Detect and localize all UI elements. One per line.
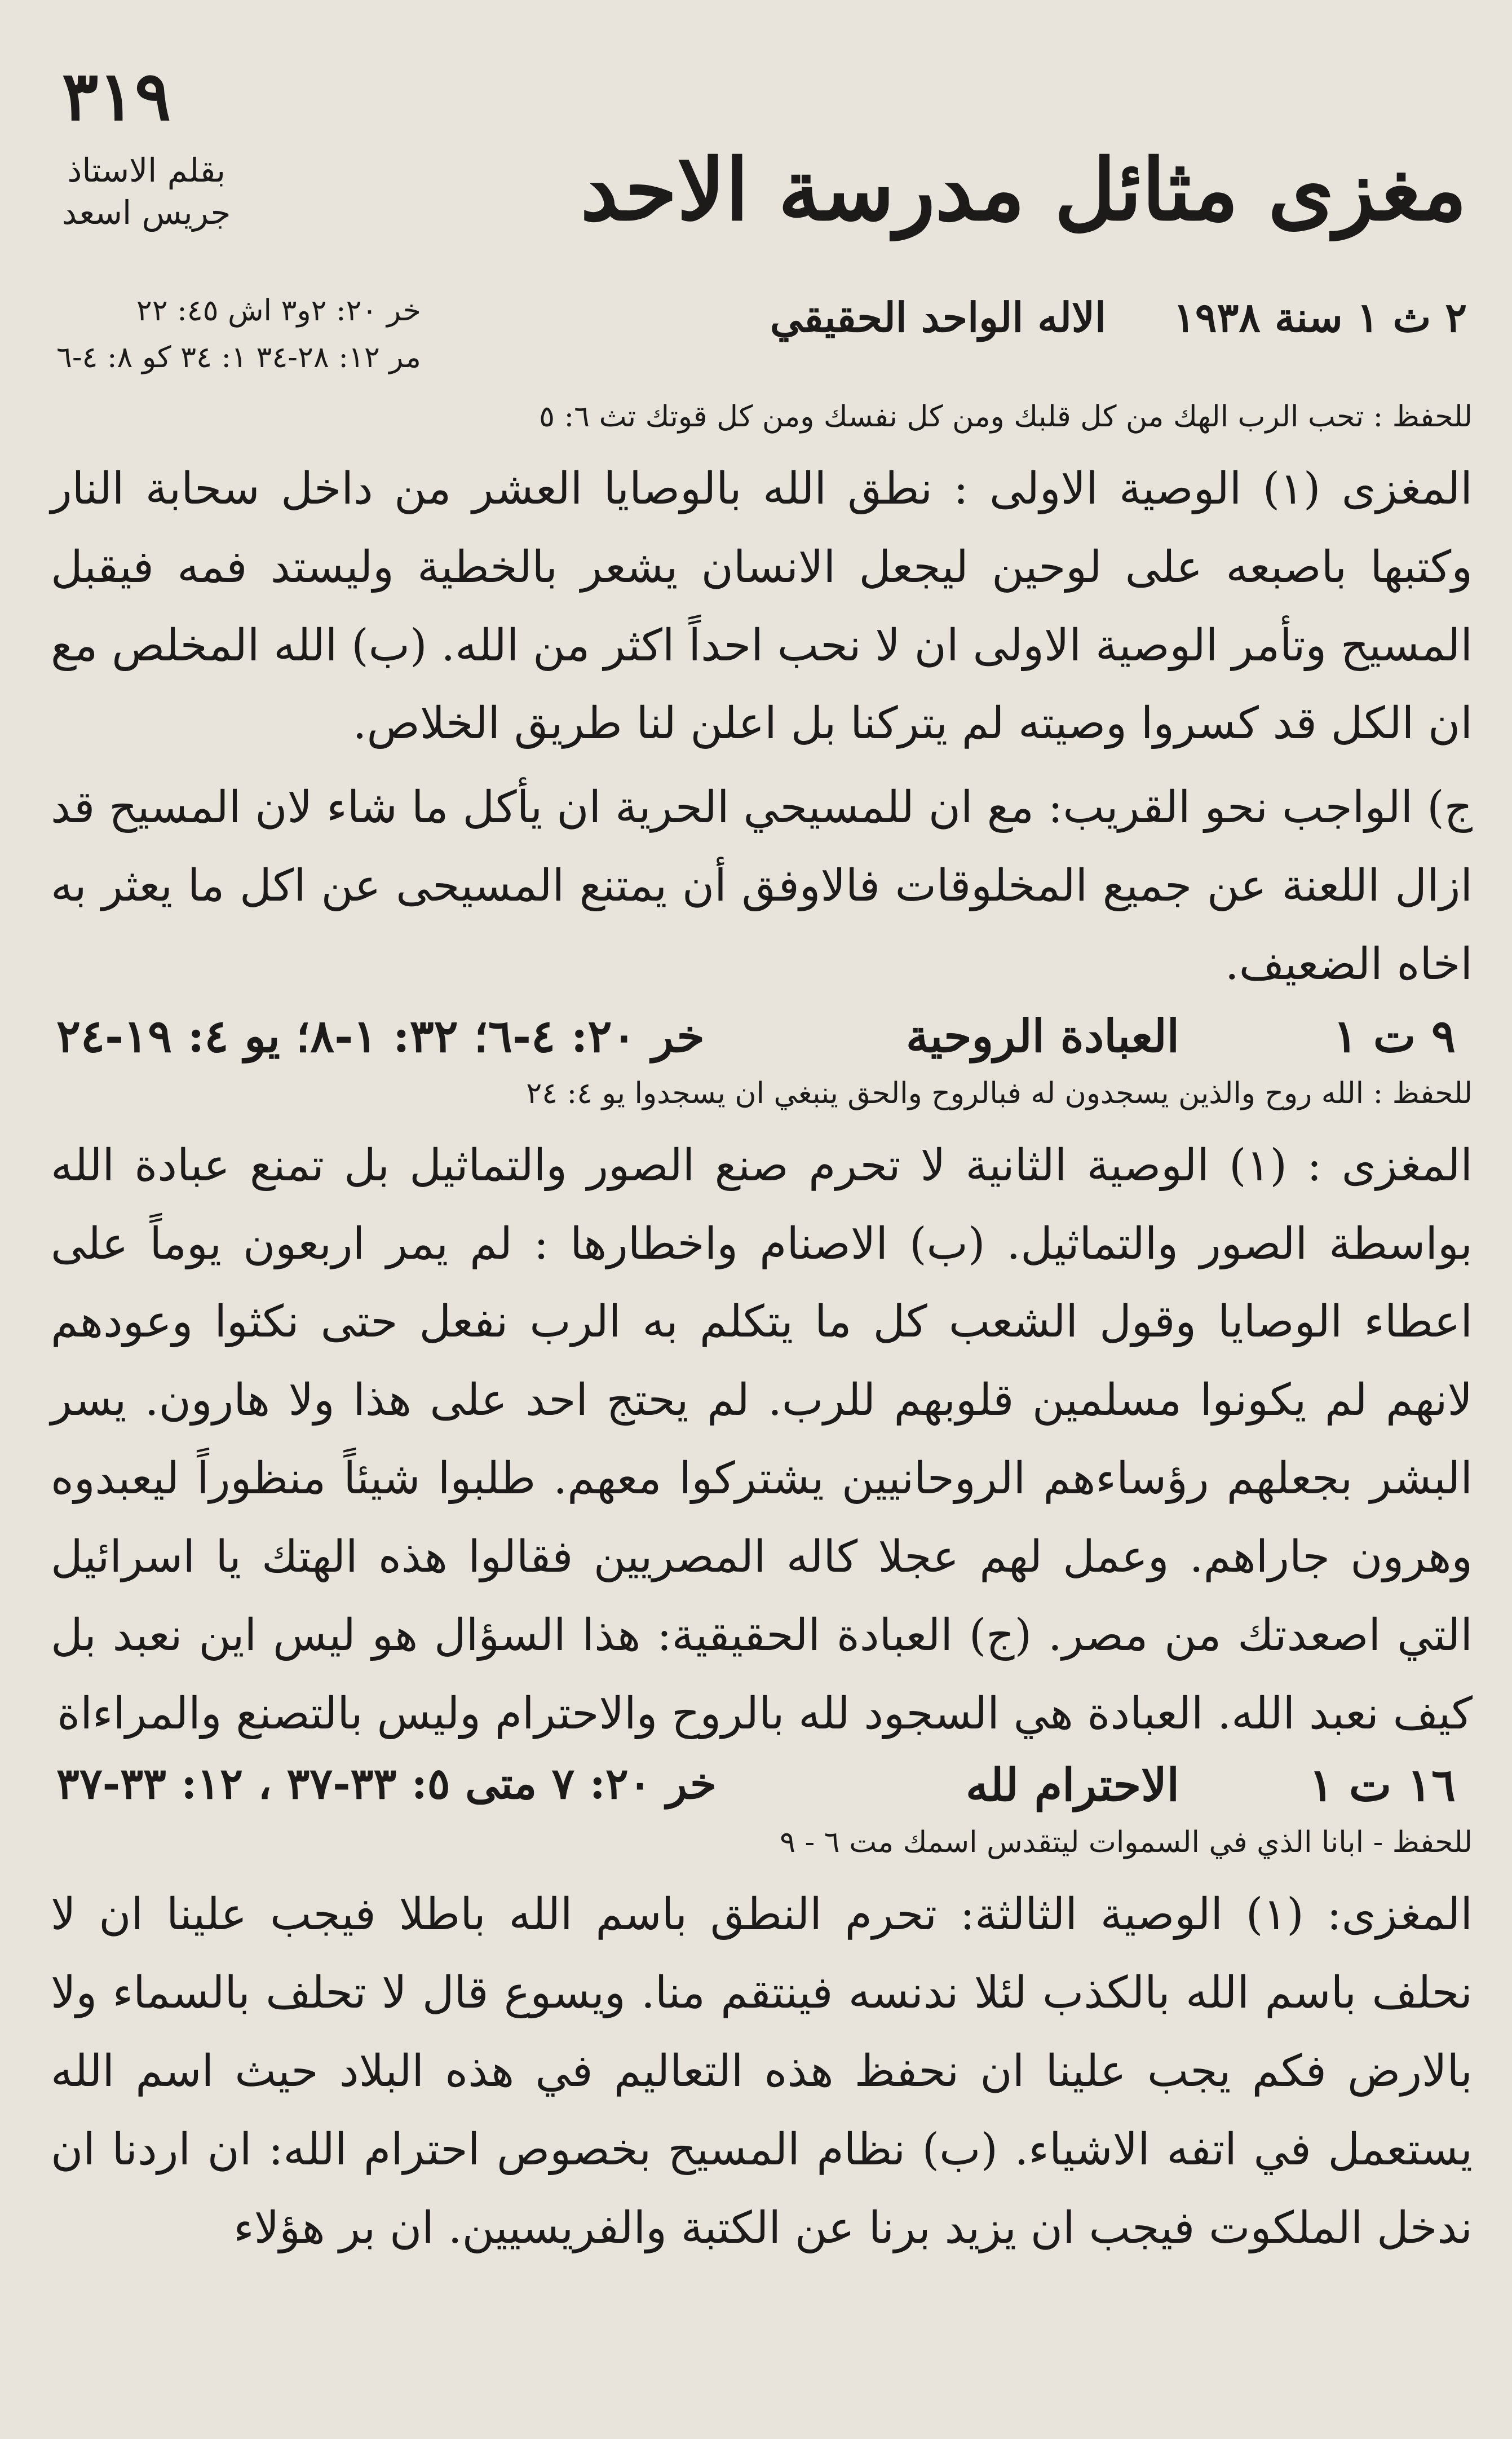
page-number: ٣١٩ xyxy=(62,56,171,136)
author-line-1: بقلم الاستاذ xyxy=(67,151,226,189)
lesson-2-heading xyxy=(51,1009,1473,1071)
lesson-3-paragraph-1: المغزى: (١) الوصية الثالثة: تحرم النطق باسم الله باطلا فيجب علينا ان لا نحلف باسم الله بالكذب لئلا ندنسه فينتقم منا. ويسوع قال لا تحلف بالسماء ولا بالارض فكم يجب علينا ان نحفظ هذه التعاليم في هذه البلاد حيث اسم الله يستعمل في اتفه الاشياء. (ب) نظام المسيح بخصوص احترام الله: ان اردنا ان ندخل الملكوت فيجب ان يزيد برنا عن الكتبة والفريسيين. ان بر هؤلاء xyxy=(51,1889,1473,2253)
lesson-1-paragraph-2: ج) الواجب نحو القريب: مع ان للمسيحي الحرية ان يأكل ما شاء لان المسيح قد ازال اللعنة عن جميع المخلوقات فالاوفق أن يمتنع المسيحى عن اكل ما يعثر به اخاه الضعيف. xyxy=(51,782,1473,990)
lesson-2-date: ٩ ت ١ xyxy=(1333,1009,1456,1062)
lesson-3-heading xyxy=(51,1758,1473,1820)
author-line-2: جريس اسعد xyxy=(62,193,231,232)
lesson-3-topic: الاحترام لله xyxy=(966,1758,1179,1812)
lesson-1-memory-verse: للحفظ : تحب الرب الهك من كل قلبك ومن كل نفسك ومن كل قوتك تث ٦: ٥ xyxy=(539,400,1473,434)
lesson-1-date: ٢ ث ١ سنة ١٩٣٨ xyxy=(1173,293,1467,341)
page-body xyxy=(51,395,1473,2273)
lesson-1-refs-line-1: خر ٢٠: ٢و٣ اش ٤٥: ٢٢ xyxy=(136,294,421,328)
author-credit xyxy=(62,149,231,235)
lesson-1-topic: الاله الواحد الحقيقي xyxy=(770,293,1106,341)
lesson-2-paragraph-1: المغزى : (١) الوصية الثانية لا تحرم صنع الصور والتماثيل بل تمنع عبادة الله بواسطة الصور والتماثيل. (ب) الاصنام واخطارها : لم يمر اربعون يوماً على اعطاء الوصايا وقول الشعب كل ما يتكلم به الرب نفعل حتى نكثوا وعودهم لانهم لم يكونوا مسلمين قلوبهم للرب. لم يحتج احد على هذا ولا هارون. يسر البشر بجعلهم رؤساءهم الروحانيين يشتركوا معهم. طلبوا شيئاً منظوراً ليعبدوه وهرون جاراهم. وعمل لهم عجلا كاله المصريين فقالوا هذه الهتك يا اسرائيل التي اصعدتك من مصر. (ج) العبادة الحقيقية: هذا السؤال هو ليس اين نعبد بل كيف نعبد الله. العبادة هي السجود لله بالروح والاحترام وليس بالتصنع والمراءاة xyxy=(51,1140,1473,1739)
lesson-2-memory-verse: للحفظ : الله روح والذين يسجدون له فبالروح والحق ينبغي ان يسجدوا يو ٤: ٢٤ xyxy=(526,1076,1473,1110)
lesson-1-references xyxy=(56,288,421,381)
lesson-2-references: خر ٢٠: ٤-٦؛ ٣٢: ١-٨؛ يو ٤: ١٩-٢٤ xyxy=(56,1009,705,1062)
lesson-1-paragraph-1: المغزى (١) الوصية الاولى : نطق الله بالوصايا العشر من داخل سحابة النار وكتبها باصبعه على لوحين ليجعل الانسان يشعر بالخطية وليستد فمه فيقبل المسيح وتأمر الوصية الاولى ان لا نحب احداً اكثر من الله. (ب) الله المخلص مع ان الكل قد كسروا وصيته لم يتركنا بل اعلن لنا طريق الخلاص. xyxy=(51,464,1473,749)
lesson-2-topic: العبادة الروحية xyxy=(906,1009,1179,1062)
lesson-1-heading xyxy=(56,288,1467,400)
lesson-3-references: خر ٢٠: ٧ متى ٥: ٣٣-٣٧ ، ١٢: ٣٣-٣٧ xyxy=(56,1758,717,1809)
lesson-1-refs-line-2: مر ١٢: ٢٨-٣٤ ١: ٣٤ كو ٨: ٤-٦ xyxy=(56,341,421,375)
lesson-3-date: ١٦ ت ١ xyxy=(1309,1758,1456,1812)
page-header xyxy=(51,39,1473,375)
lesson-3-memory-verse: للحفظ - ابانا الذي في السموات ليتقدس اسمك مت ٦ - ٩ xyxy=(780,1825,1473,1860)
page-title: مغزى مثائل مدرسة الاحد xyxy=(580,140,1467,240)
